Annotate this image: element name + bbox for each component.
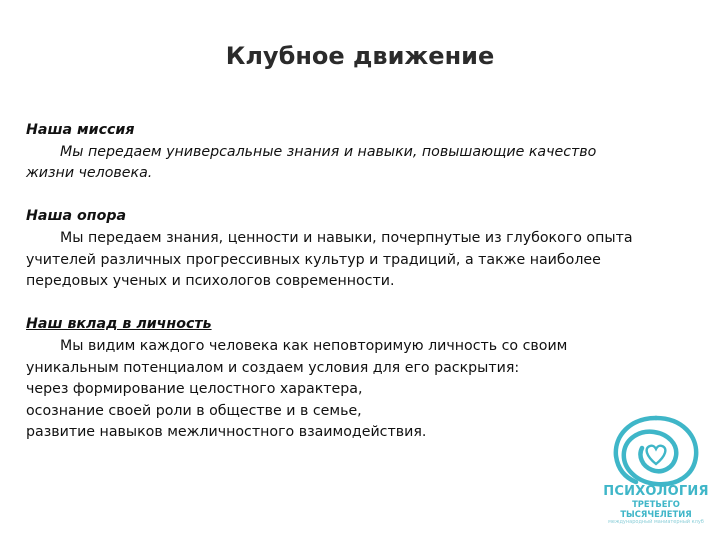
contribution-text-line: развитие навыков межличностного взаимодействия. — [26, 424, 427, 441]
contribution-section — [26, 314, 666, 444]
contribution-text-line: Мы видим каждого человека как неповторимую личность со своим — [60, 337, 568, 354]
support-text-line: учителей различных прогрессивных культур и традиций, а также наиболее — [26, 251, 601, 268]
logo-name: ПСИХОЛОГИЯ — [603, 484, 709, 499]
mission-heading: Наша миссия — [26, 122, 135, 138]
contribution-heading: Наш вклад в личность — [26, 316, 212, 333]
page-title: Клубное движение — [225, 42, 495, 70]
support-section — [26, 206, 666, 292]
support-text-line: передовых ученых и психологов современности. — [26, 273, 395, 290]
logo-wordmark — [600, 484, 712, 526]
mission-section — [26, 120, 666, 185]
support-text-line: Мы передаем знания, ценности и навыки, почерпнутые из глубокого опыта — [60, 229, 633, 246]
logo-subtitle: ТРЕТЬЕГО ТЫСЯЧЕЛЕТИЯ — [620, 499, 692, 519]
content-body — [26, 120, 666, 466]
mission-text-line: жизни человека. — [26, 165, 153, 182]
contribution-text-line: осознание своей роли в обществе и в семье, — [26, 402, 362, 419]
support-heading: Наша опора — [26, 208, 127, 225]
mission-text-line: Мы передаем универсальные знания и навыки, повышающие качество — [60, 143, 597, 160]
contribution-text-line: через формирование целостного характера, — [26, 381, 363, 398]
logo-tagline: международный маниатерный клуб — [608, 519, 704, 525]
contribution-text-line: уникальным потенциалом и создаем условия для его раскрытия: — [26, 359, 520, 376]
